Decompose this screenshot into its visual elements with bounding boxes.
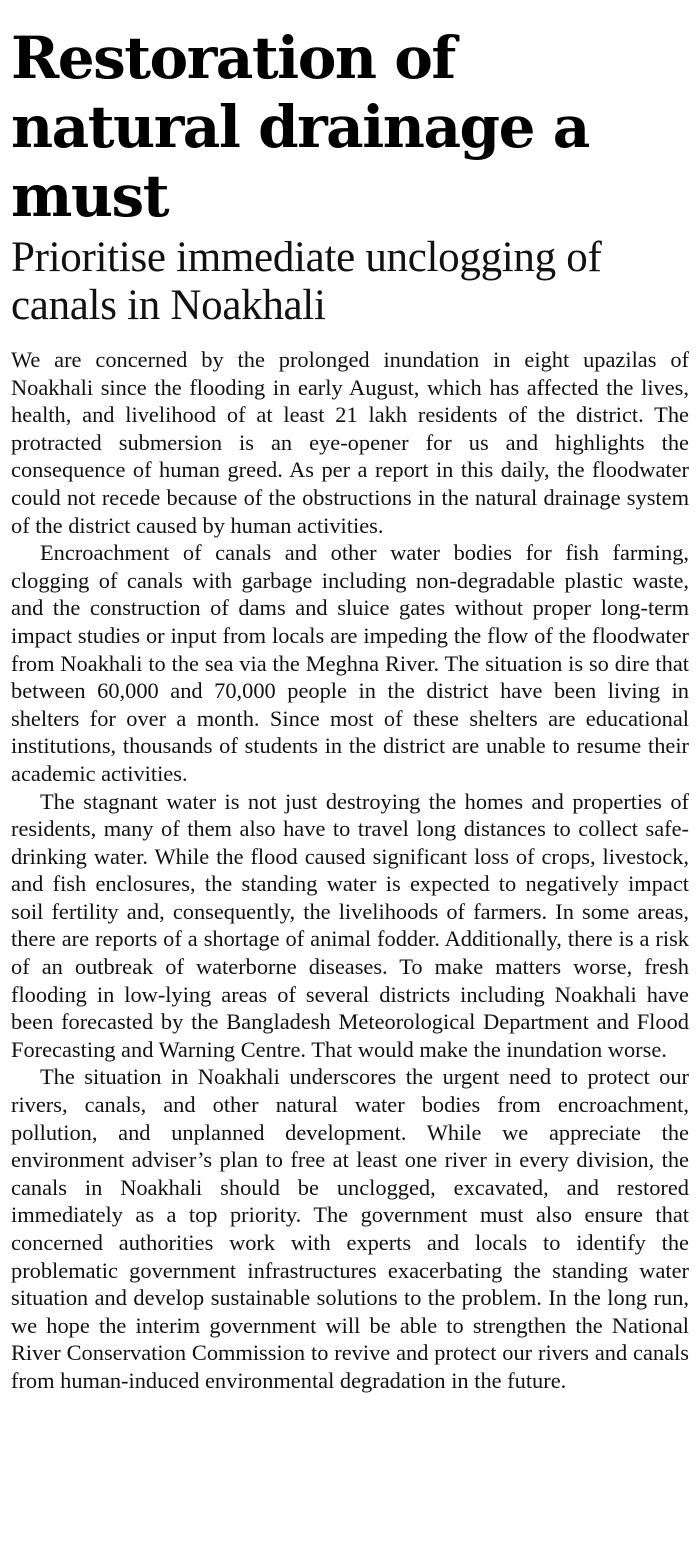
body-paragraph-1: We are concerned by the prolonged inundation in eight upazilas of Noakhali since the flooding in early August, which has affected the lives, health, and livelihood of at least 21 lakh residents of the district. The protracted submersion is an eye-opener for us and highlights the consequence of human greed. As per a report in this daily, the floodwater could not recede because of the obstructions in the natural drainage system of the district caused by human activities. (11, 347, 689, 538)
editorial-article (11, 24, 689, 1395)
body-paragraph-4: The situation in Noakhali underscores the urgent need to protect our rivers, canals, and other natural water bodies from encroachment, pollution, and unplanned development. While we appreciate the environment adviser’s plan to free at least one river in every division, the canals in Noakhali should be unclogged, excavated, and restored immediately as a top priority. The government must also ensure that concerned authorities work with experts and locals to identify the problematic government infrastructures exacerbating the standing water situation and develop sustainable solutions to the problem. In the long run, we hope the interim government will be able to strengthen the National River Conservation Commission to revive and protect our rivers and canals from human-induced environmental degradation in the future. (11, 1064, 689, 1393)
subheadline: Prioritise immediate unclogging of canals in Noakhali (11, 234, 602, 329)
headline: Restoration of natural drainage a must (11, 24, 589, 230)
article-body (11, 346, 689, 1395)
body-paragraph-2: Encroachment of canals and other water bodies for fish farming, clogging of canals with garbage including non-degradable plastic waste, and the construction of dams and sluice gates without proper long-term impact studies or input from locals are impeding the flow of the floodwater from Noakhali to the sea via the Meghna River. The situation is so dire that between 60,000 and 70,000 people in the district have been living in shelters for over a month. Since most of these shelters are educational institutions, thousands of students in the district are unable to resume their academic activities. (11, 540, 689, 786)
body-paragraph-3: The stagnant water is not just destroying the homes and properties of residents, many of them also have to travel long distances to collect safe-drinking water. While the flood caused significant loss of crops, livestock, and fish enclosures, the standing water is expected to negatively impact soil fertility and, consequently, the livelihoods of farmers. In some areas, there are reports of a shortage of animal fodder. Additionally, there is a risk of an outbreak of waterborne diseases. To make matters worse, fresh flooding in low-lying areas of several districts including Noakhali have been forecasted by the Bangladesh Meteorological Department and Flood Forecasting and Warning Centre. That would make the inundation worse. (11, 788, 689, 1062)
